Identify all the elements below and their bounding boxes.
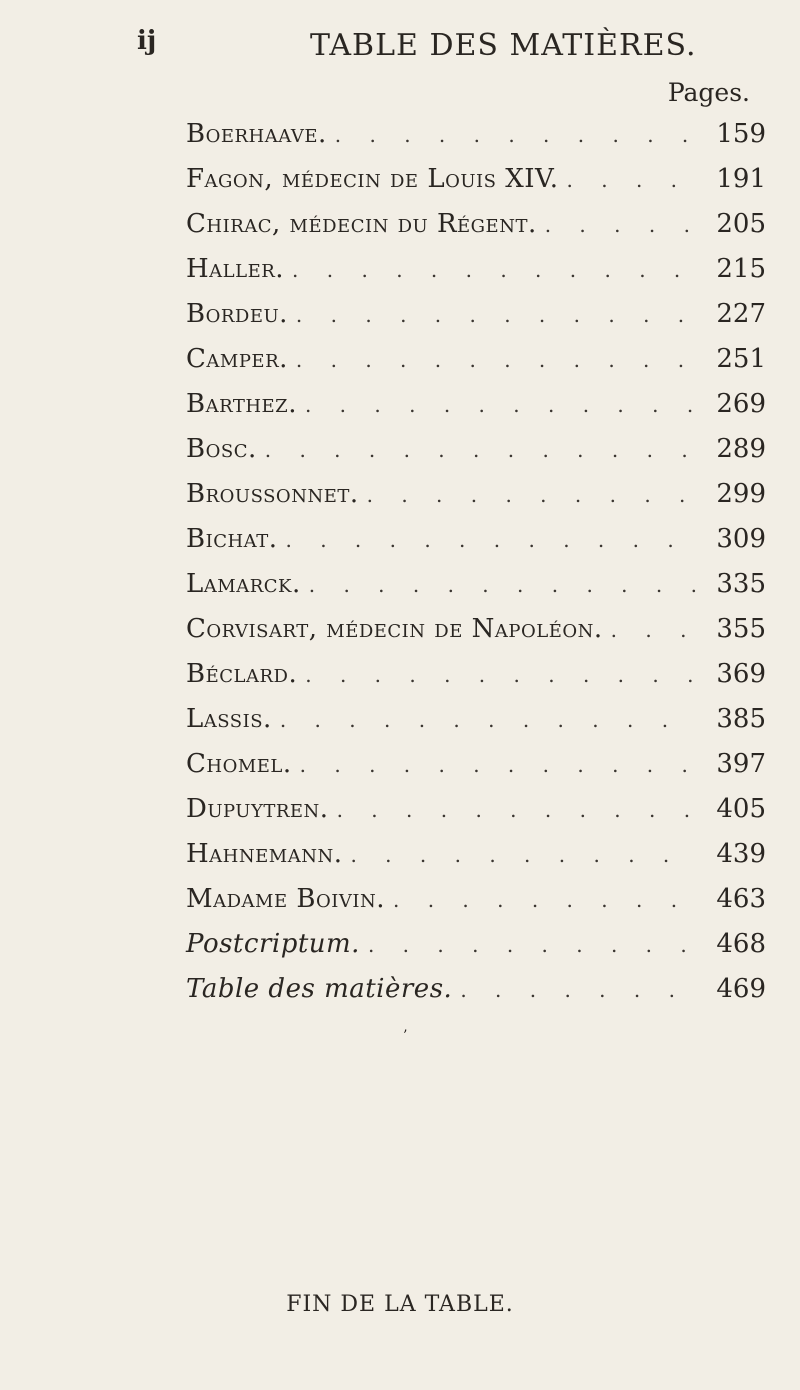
toc-entry [186, 877, 766, 922]
toc-entry [186, 472, 766, 517]
dot-leader [292, 248, 696, 293]
toc-entry-name: Hahnemann. [186, 839, 343, 869]
toc-entry [186, 517, 766, 562]
toc-entry-name: Bordeu. [186, 299, 288, 329]
toc-entry [186, 832, 766, 877]
dot-leader [460, 968, 696, 1013]
toc-entry-name: Dupuytren. [186, 794, 329, 824]
toc-entry-page: 309 [716, 524, 766, 554]
end-of-table-note: FIN DE LA TABLE. [286, 1292, 514, 1317]
toc-entry [186, 697, 766, 742]
running-title: TABLE DES MATIÈRES. [310, 28, 697, 63]
toc-entry [186, 787, 766, 832]
toc-entry-page: 463 [716, 884, 766, 914]
toc-entry-name: Postcriptum. [186, 929, 360, 959]
dot-leader [265, 428, 696, 473]
toc-entry [186, 742, 766, 787]
toc-entry-page: 405 [716, 794, 766, 824]
toc-entry-name: Lassis. [186, 704, 272, 734]
toc-entry-name: Béclard. [186, 659, 298, 689]
toc-entry-page: 439 [716, 839, 766, 869]
toc-entry-page: 369 [716, 659, 766, 689]
toc-entry-page: 355 [716, 614, 766, 644]
toc-entry [186, 202, 766, 247]
toc-entry-name: Bichat. [186, 524, 278, 554]
toc-entry-name: Fagon, médecin de Louis XIV. [186, 164, 559, 194]
toc-entry-page: 269 [716, 389, 766, 419]
toc-entry-page: 335 [716, 569, 766, 599]
dot-leader [296, 338, 696, 383]
toc-entry [186, 337, 766, 382]
toc-entry [186, 247, 766, 292]
toc-entry-page: 385 [716, 704, 766, 734]
toc-entry-page: 251 [716, 344, 766, 374]
toc-entry-page: 191 [716, 164, 766, 194]
toc-entry [186, 382, 766, 427]
toc-entry-name: Barthez. [186, 389, 297, 419]
toc-entry [186, 607, 766, 652]
dot-leader [567, 158, 696, 203]
toc-entry-page: 289 [716, 434, 766, 464]
dot-leader [611, 608, 696, 653]
toc-entry-page: 159 [716, 119, 766, 149]
dot-leader [305, 653, 696, 698]
toc-entry-page: 468 [716, 929, 766, 959]
dot-leader [305, 383, 696, 428]
toc-entry-name: Madame Boivin. [186, 884, 385, 914]
toc-entry-name: Haller. [186, 254, 285, 284]
toc-entry-page: 215 [716, 254, 766, 284]
toc-entry-name: Lamarck. [186, 569, 301, 599]
toc-entry-name: Chirac, médecin du Régent. [186, 209, 537, 239]
dot-leader [350, 833, 696, 878]
dot-leader [309, 563, 696, 608]
toc-entry [186, 292, 766, 337]
stray-ink-mark: ’ [403, 1028, 408, 1044]
toc-entry-page: 205 [716, 209, 766, 239]
toc-entry-name: Bosc. [186, 434, 257, 464]
toc-entry-name: Table des matières. [186, 974, 453, 1004]
folio-number: ij [137, 26, 157, 56]
toc-entry-name: Camper. [186, 344, 288, 374]
toc-entry [186, 967, 766, 1012]
dot-leader [335, 113, 696, 158]
dot-leader [545, 203, 696, 248]
toc-entry [186, 112, 766, 157]
toc-entry-name: Chomel. [186, 749, 292, 779]
dot-leader [393, 878, 696, 923]
dot-leader [367, 473, 696, 518]
table-of-contents [186, 112, 766, 1012]
toc-entry [186, 922, 766, 967]
toc-entry-page: 397 [716, 749, 766, 779]
toc-entry [186, 652, 766, 697]
dot-leader [285, 518, 696, 563]
dot-leader [300, 743, 696, 788]
toc-entry-name: Boerhaave. [186, 119, 327, 149]
dot-leader [368, 923, 696, 968]
toc-entry [186, 157, 766, 202]
dot-leader [280, 698, 696, 743]
toc-entry-name: Broussonnet. [186, 479, 359, 509]
toc-entry [186, 427, 766, 472]
toc-entry-page: 469 [716, 974, 766, 1004]
pages-column-label: Pages. [667, 78, 750, 107]
dot-leader [337, 788, 696, 833]
dot-leader [296, 293, 696, 338]
toc-entry-page: 227 [716, 299, 766, 329]
toc-entry-page: 299 [716, 479, 766, 509]
toc-entry-name: Corvisart, médecin de Napoléon. [186, 614, 603, 644]
toc-entry [186, 562, 766, 607]
